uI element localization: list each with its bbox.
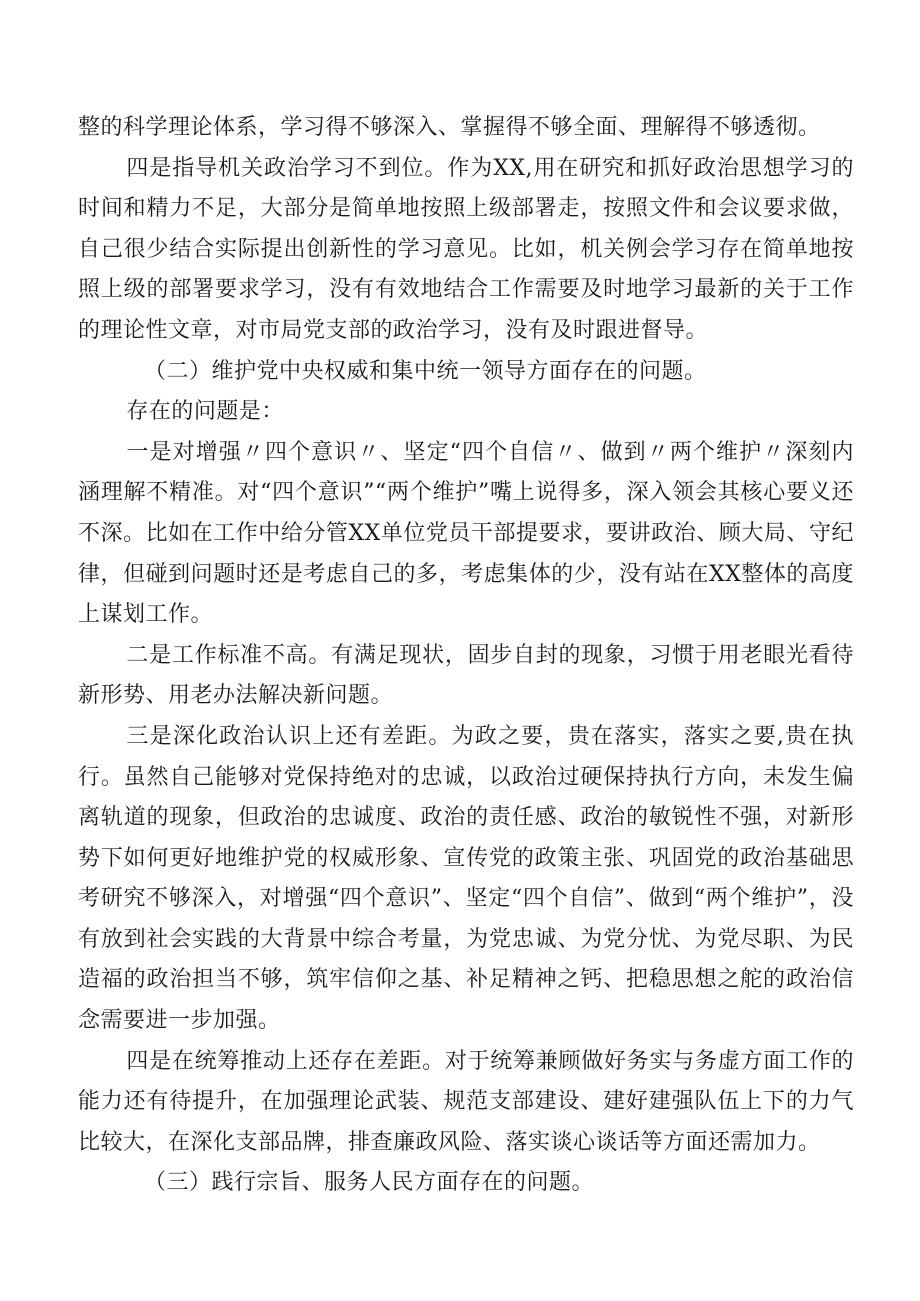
paragraph-item-one: 一是对增强〃四个意识〃、坚定“四个自信〃、做到〃两个维护〃深刻内涵理解不精准。对“四个意识”“两个维护”嘴上说得多，深入领会其核心要义还不深。比如在工作中给分管XX单位党员干部提要求，要讲政治、顾大局、守纪律，但碰到问题时还是考虑自己的多，考虑集体的少，没有站在XX整体的高度上谋划工作。 (78, 439, 854, 628)
paragraph-item-four-study: 四是指导机关政治学习不到位。作为XX,用在研究和抓好政治思想学习的时间和精力不足，大部分是简单地按照上级部署走，按照文件和会议要求做，自己很少结合实际提出创新性的学习意见。比如，机关例会学习存在简单地按照上级的部署要求学习，没有有效地结合工作需要及时地学习最新的关于工作的理论性文章，对市局党支部的政治学习，没有及时跟进督导。 (78, 155, 854, 343)
paragraph-item-two: 二是工作标准不高。有满足现状，固步自封的现象，习惯于用老眼光看待新形势、用老办法解决新问题。 (78, 642, 854, 709)
paragraph-item-four: 四是在统筹推动上还存在差距。对于统筹兼顾做好务实与务虚方面工作的能力还有待提升，在加强理论武装、规范支部建设、建好建强队伍上下的力气比较大，在深化支部品牌，排查廉政风险、落实谈心谈话等方面还需加力。 (78, 1048, 854, 1155)
paragraph-item-three: 三是深化政治认识上还有差距。为政之要，贵在落实，落实之要,贵在执行。虽然自己能够对党保持绝对的忠诚，以政治过硬保持执行方向，未发生偏离轨道的现象，但政治的忠诚度、政治的责任感、政治的敏锐性不强，对新形势下如何更好地维护党的权威形象、宣传党的政策主张、巩固党的政治基础思考研究不够深入，对增强“四个意识”、坚定“四个自信”、做到“两个维护”，没有放到社会实践的大背景中综合考量，为党忠诚、为党分忧、为党尽职、为民造福的政治担当不够，筑牢信仰之基、补足精神之钙、把稳思想之舵的政治信念需要进一步加强。 (78, 723, 854, 1034)
section-heading-two: （二）维护党中央权威和集中统一领导方面存在的问题。 (144, 358, 707, 384)
section-heading-three: （三）践行宗旨、服务人民方面存在的问题。 (144, 1170, 595, 1196)
paragraph-continuation: 整的科学理论体系，学习得不够深入、掌握得不够全面、理解得不够透彻。 (78, 115, 821, 140)
document-body (78, 108, 854, 1204)
paragraph-problems-intro: 存在的问题是： (126, 399, 284, 425)
